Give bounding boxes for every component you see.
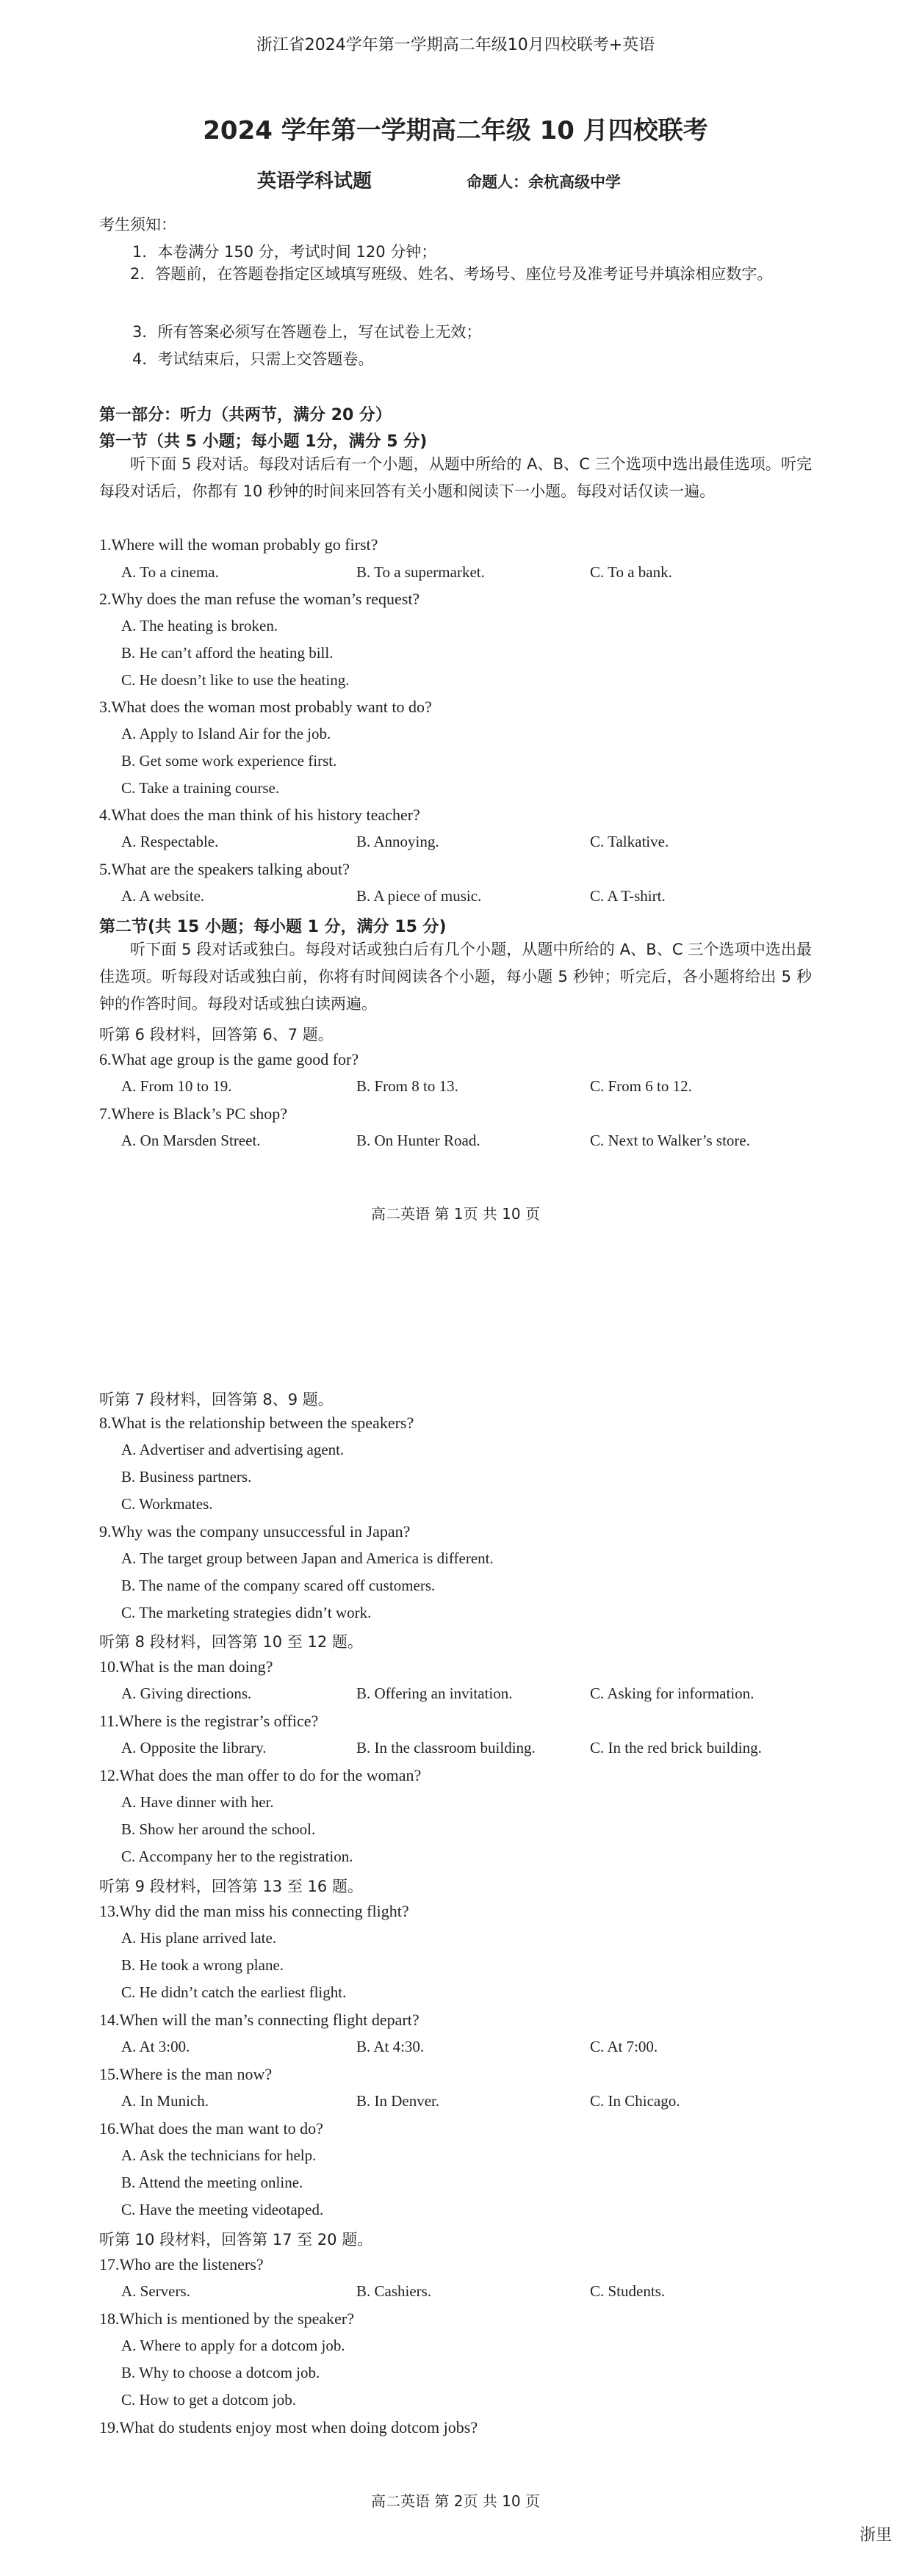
option: C. Next to Walker’s store. [590, 1132, 750, 1149]
material-note: 听第 10 段材料，回答第 17 至 20 题。 [99, 2231, 373, 2248]
question: 8.What is the relationship between the speakers? [99, 1414, 414, 1432]
section-heading: 第一节（共 5 小题；每小题 1分，满分 5 分) [99, 433, 428, 451]
option: B. Attend the meeting online. [121, 2174, 303, 2191]
option: A. Advertiser and advertising agent. [121, 1441, 345, 1458]
question: 6.What age group is the game good for? [99, 1050, 359, 1068]
material-note: 听第 7 段材料，回答第 8、9 题。 [99, 1391, 334, 1408]
option: B. In the classroom building. [356, 1739, 536, 1756]
option: C. He doesn’t like to use the heating. [121, 671, 350, 689]
question: 2.Why does the man refuse the woman’s request? [99, 590, 420, 608]
option: A. Respectable. [121, 833, 219, 850]
question: 13.Why did the man miss his connecting flight? [99, 1902, 409, 1920]
option: C. Asking for information. [590, 1685, 755, 1702]
option: A. In Munich. [121, 2092, 209, 2110]
material-note: 听第 9 段材料，回答第 13 至 16 题。 [99, 1878, 363, 1895]
option: A. Opposite the library. [121, 1739, 267, 1756]
option: A. On Marsden Street. [121, 1132, 261, 1149]
option: B. Show her around the school. [121, 1820, 316, 1838]
question: 16.What does the man want to do? [99, 2119, 323, 2138]
option: B. Business partners. [121, 1468, 252, 1486]
page-footer: 高二英语 第 1页 共 10 页 [371, 1205, 540, 1223]
option: A. Where to apply for a dotcom job. [121, 2337, 345, 2354]
section-instructions: 听下面 5 段对话或独白。每段对话或独白后有几个小题，从题中所给的 A、B、C 三个选项中选出最佳选项。听每段对话或独白前，你将有时间阅读各个小题，每小题 5 秒钟；听完后，各小题将给出 5 秒钟的作答时间。每段对话或独白读两遍。 [99, 941, 812, 1013]
question: 15.Where is the man now? [99, 2065, 273, 2083]
option: A. The target group between Japan and America is different. [121, 1549, 494, 1567]
option: A. To a cinema. [121, 563, 219, 581]
notice-title: 考生须知： [99, 216, 176, 234]
question: 12.What does the man offer to do for the woman? [99, 1766, 422, 1784]
question: 1.Where will the woman probably go first? [99, 535, 378, 554]
option: A. Giving directions. [121, 1685, 252, 1702]
material-note: 听第 6 段材料，回答第 6、7 题。 [99, 1026, 334, 1043]
option: C. Workmates. [121, 1495, 213, 1513]
question: 9.Why was the company unsuccessful in Japan? [99, 1522, 411, 1541]
author-line: 命题人：余杭高级中学 [467, 173, 621, 191]
option: B. To a supermarket. [356, 563, 485, 581]
option: B. Annoying. [356, 833, 439, 850]
question: 4.What does the man think of his history teacher? [99, 806, 420, 824]
option: A. The heating is broken. [121, 617, 278, 634]
section-heading: 第二节(共 15 小题；每小题 1 分，满分 15 分) [99, 918, 447, 936]
material-note: 听第 8 段材料，回答第 10 至 12 题。 [99, 1633, 363, 1651]
option: A. From 10 to 19. [121, 1077, 232, 1095]
option: A. Have dinner with her. [121, 1793, 274, 1811]
question: 10.What is the man doing? [99, 1657, 273, 1676]
option: C. In Chicago. [590, 2092, 680, 2110]
section-instructions: 听下面 5 段对话。每段对话后有一个小题，从题中所给的 A、B、C 三个选项中选出最佳选项。听完每段对话后，你都有 10 秒钟的时间来回答有关小题和阅读下一小题。每段对话仅读一遍。 [99, 455, 812, 500]
option: B. He can’t afford the heating bill. [121, 644, 334, 662]
option: B. The name of the company scared off customers. [121, 1577, 436, 1594]
option: C. Students. [590, 2282, 666, 2300]
running-header: 浙江省2024学年第一学期高二年级10月四校联考+英语 [256, 36, 655, 54]
question: 7.Where is Black’s PC shop? [99, 1104, 288, 1123]
option: C. He didn’t catch the earliest flight. [121, 1983, 347, 2001]
question: 18.Which is mentioned by the speaker? [99, 2309, 355, 2328]
option: B. Cashiers. [356, 2282, 432, 2300]
corner-watermark: 浙里 [860, 2526, 893, 2544]
option: B. He took a wrong plane. [121, 1956, 284, 1974]
option: A. A website. [121, 887, 205, 905]
option: C. How to get a dotcom job. [121, 2391, 296, 2409]
option: C. At 7:00. [590, 2038, 658, 2055]
option: B. A piece of music. [356, 887, 482, 905]
option: C. The marketing strategies didn’t work. [121, 1604, 372, 1621]
question: 17.Who are the listeners? [99, 2255, 264, 2273]
option: C. Have the meeting videotaped. [121, 2201, 324, 2218]
notice-item: 2．答题前，在答题卷指定区域填写班级、姓名、考场号、座位号及准考证号并填涂相应数字。 [130, 265, 773, 283]
option: B. Offering an invitation. [356, 1685, 513, 1702]
option: C. In the red brick building. [590, 1739, 762, 1756]
option: A. Servers. [121, 2282, 190, 2300]
option: C. Take a training course. [121, 779, 280, 797]
question: 5.What are the speakers talking about? [99, 860, 350, 878]
option: B. In Denver. [356, 2092, 440, 2110]
option: C. A T-shirt. [590, 887, 666, 905]
option: B. On Hunter Road. [356, 1132, 480, 1149]
subject-title: 英语学科试题 [257, 170, 372, 192]
page-footer: 高二英语 第 2页 共 10 页 [371, 2492, 540, 2510]
option: A. Apply to Island Air for the job. [121, 725, 331, 742]
option: C. Accompany her to the registration. [121, 1848, 353, 1865]
part-heading: 第一部分：听力（共两节，满分 20 分） [99, 406, 392, 424]
question: 11.Where is the registrar’s office? [99, 1712, 319, 1730]
question: 3.What does the woman most probably want to do? [99, 698, 432, 716]
notice-item: 1．本卷满分 150 分，考试时间 120 分钟； [132, 243, 437, 261]
notice-item: 4．考试结束后，只需上交答题卷。 [132, 350, 374, 368]
question: 19.What do students enjoy most when doing dotcom jobs? [99, 2418, 478, 2436]
question: 14.When will the man’s connecting flight depart? [99, 2011, 420, 2029]
option: A. His plane arrived late. [121, 1929, 277, 1947]
notice-item: 3．所有答案必须写在答题卷上，写在试卷上无效； [132, 323, 482, 341]
option: C. From 6 to 12. [590, 1077, 692, 1095]
option: A. At 3:00. [121, 2038, 190, 2055]
option: B. From 8 to 13. [356, 1077, 458, 1095]
option: C. To a bank. [590, 563, 672, 581]
option: B. Get some work experience first. [121, 752, 337, 770]
exam-title: 2024 学年第一学期高二年级 10 月四校联考 [203, 116, 708, 145]
option: B. At 4:30. [356, 2038, 425, 2055]
option: A. Ask the technicians for help. [121, 2146, 317, 2164]
option: B. Why to choose a dotcom job. [121, 2364, 320, 2381]
option: C. Talkative. [590, 833, 669, 850]
